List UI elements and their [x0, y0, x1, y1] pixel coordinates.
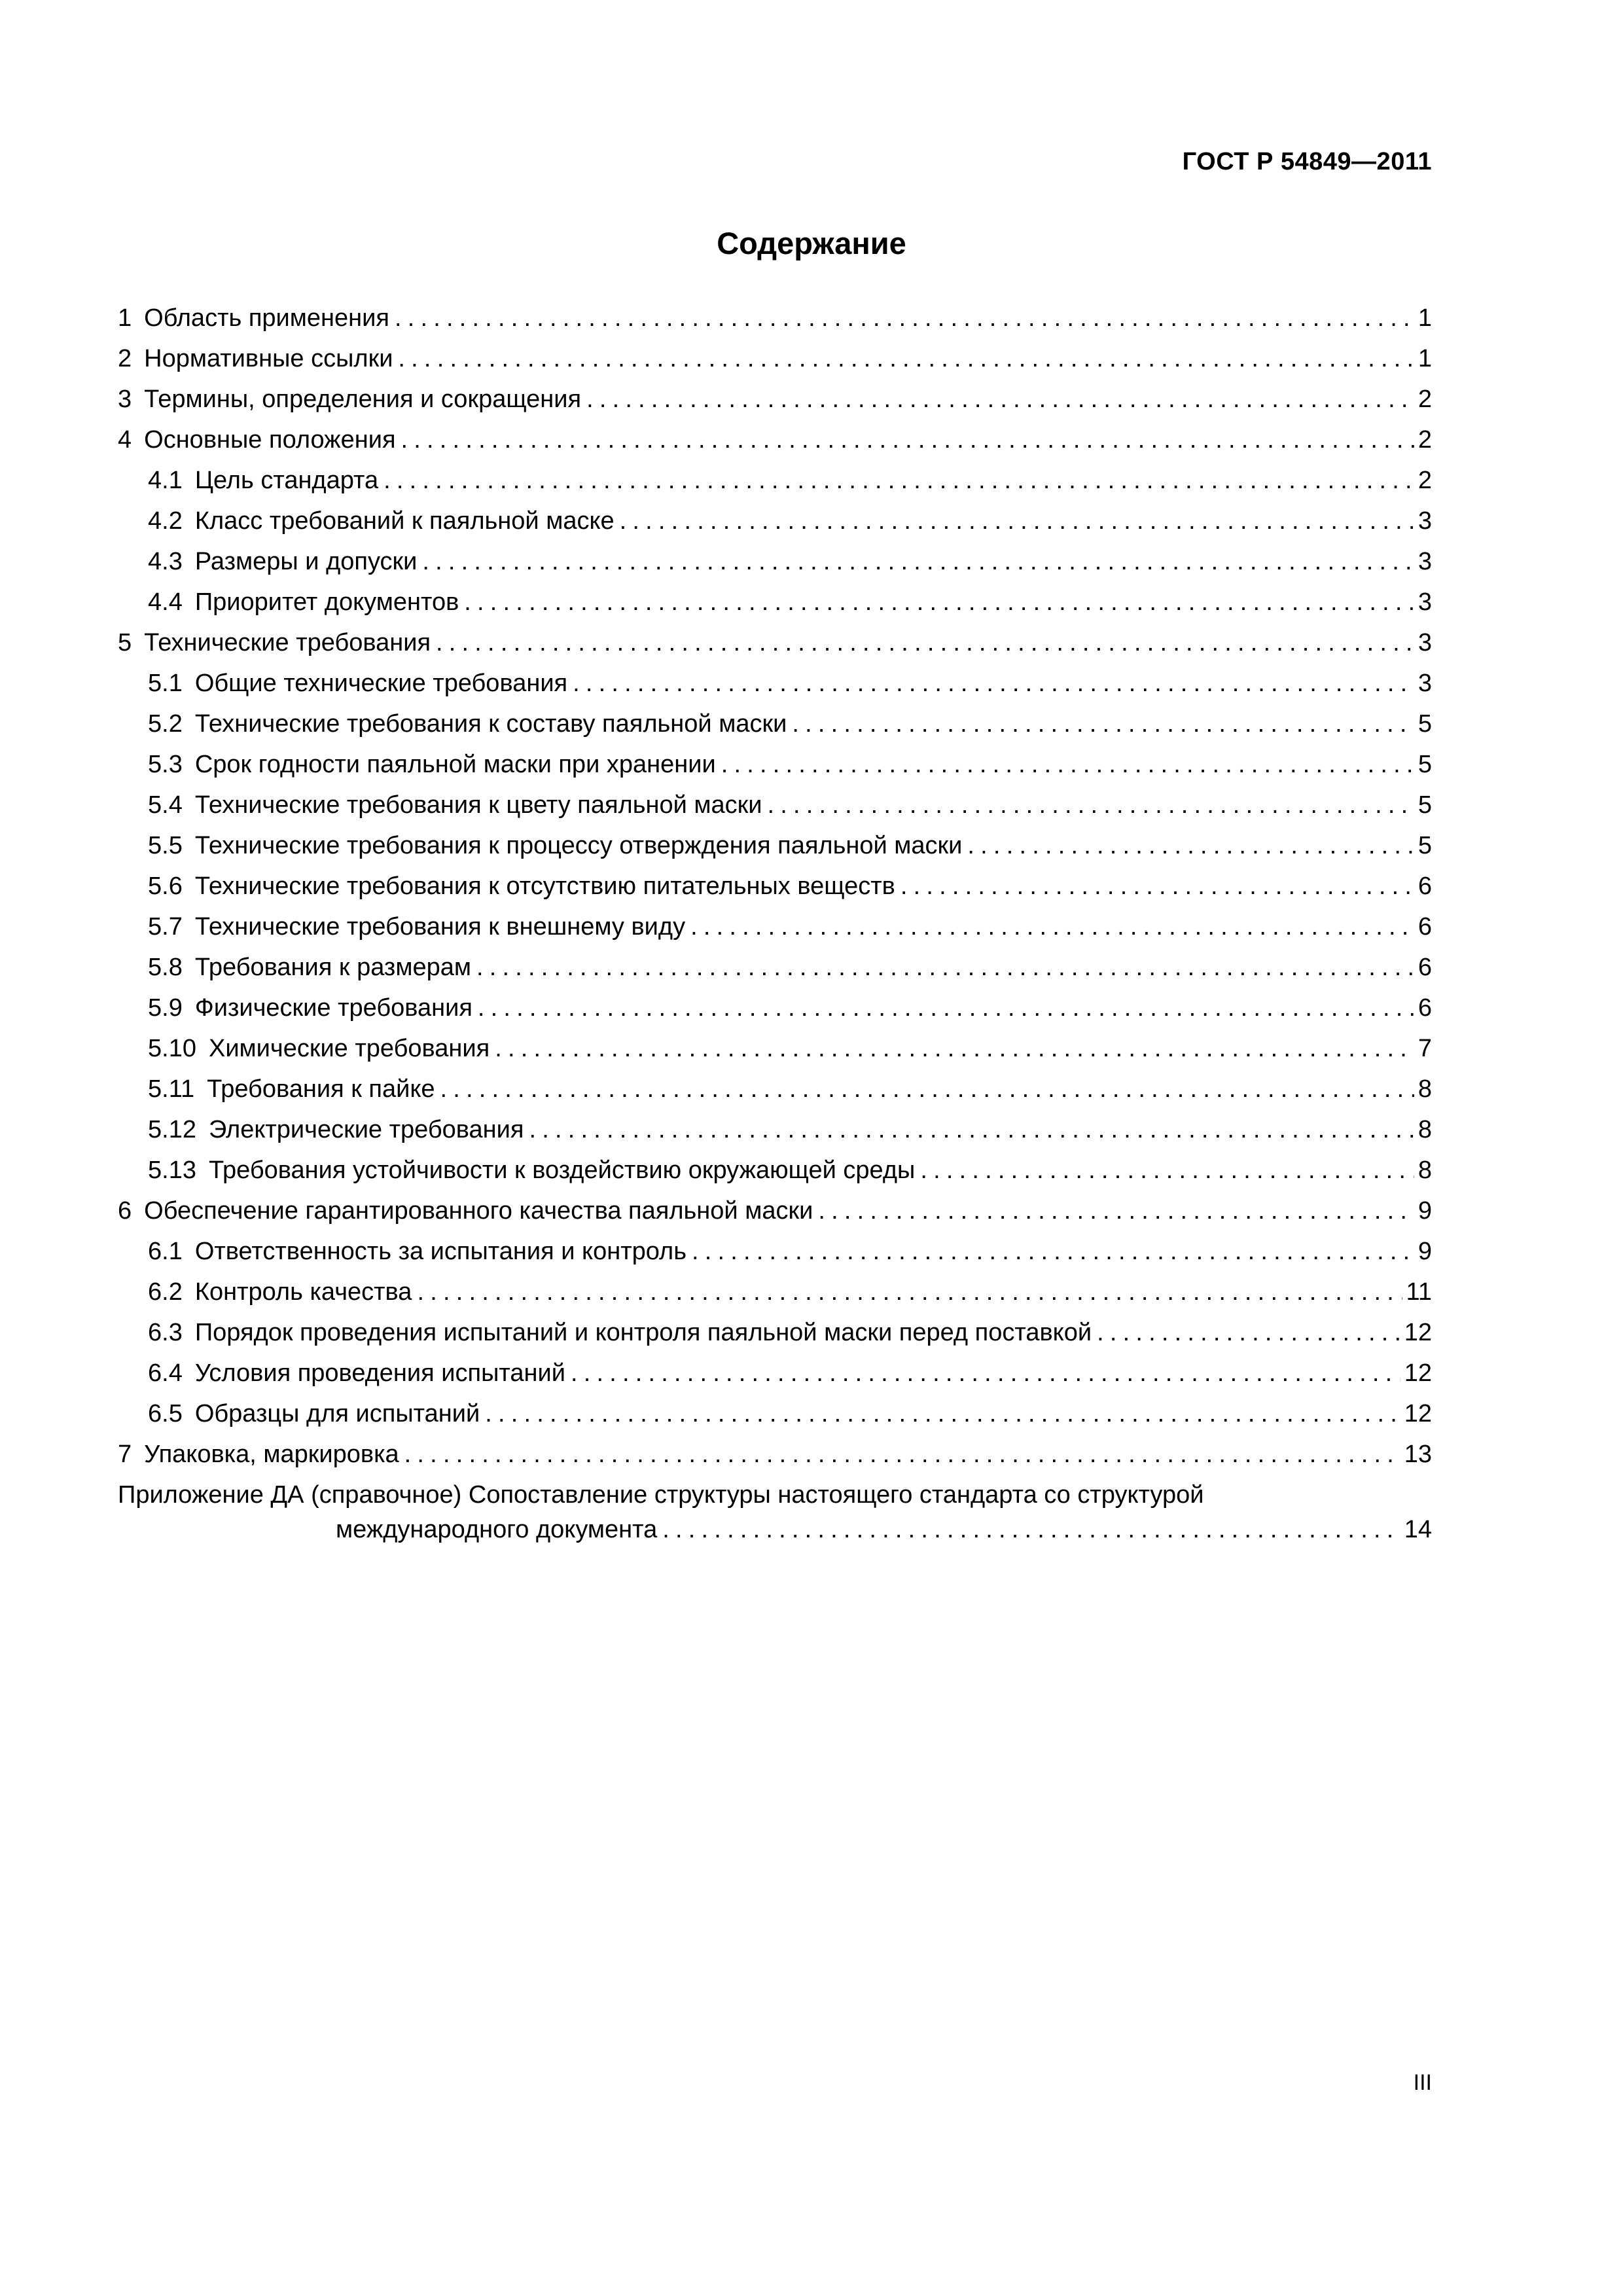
- toc-entry[interactable]: [118, 1069, 1432, 1109]
- toc-entry-page: 12: [1404, 1400, 1432, 1427]
- toc-entry-label: Технические требования к цвету паяльной маски: [194, 791, 762, 819]
- toc-entry-label: Технические требования к процессу отверждения паяльной маски: [194, 832, 963, 859]
- toc-entry[interactable]: [118, 582, 1432, 622]
- toc-entry-page: 9: [1418, 1238, 1432, 1265]
- toc-entry-number: 5.13: [148, 1157, 196, 1184]
- toc-entry-number: 7: [118, 1441, 132, 1468]
- toc-entry-number: 5.5: [148, 832, 183, 859]
- toc-entry-label: Технические требования к составу паяльной маски: [194, 710, 787, 738]
- toc-dot-leader: [422, 541, 1414, 582]
- toc-entry-page: 5: [1418, 710, 1432, 738]
- toc-entry[interactable]: [118, 420, 1432, 460]
- document-number: ГОСТ Р 54849—2011: [1182, 148, 1432, 175]
- toc-entry-page: 2: [1418, 467, 1432, 494]
- toc-entry[interactable]: [118, 1109, 1432, 1150]
- toc-entry-label: Цель стандарта: [194, 467, 379, 494]
- toc-dot-leader: [529, 1109, 1414, 1150]
- toc-dot-leader: [395, 298, 1414, 338]
- toc-entries: [118, 298, 1432, 1475]
- toc-entry-page: 3: [1418, 588, 1432, 616]
- toc-entry[interactable]: [118, 1272, 1432, 1312]
- toc-entry[interactable]: [118, 906, 1432, 947]
- toc-entry[interactable]: [118, 1191, 1432, 1231]
- toc-entry-number: 5.9: [148, 994, 183, 1022]
- toc-entry-page: 5: [1418, 751, 1432, 778]
- toc-dot-leader: [818, 1191, 1414, 1231]
- toc-entry[interactable]: [118, 785, 1432, 825]
- toc-entry-label: Область применения: [144, 304, 389, 332]
- toc-dot-leader: [464, 582, 1414, 622]
- toc-entry[interactable]: [118, 298, 1432, 338]
- toc-entry[interactable]: [118, 988, 1432, 1028]
- toc-appendix-label-line1: Приложение ДА (справочное) Сопоставление структуры настоящего стандарта со структурой: [118, 1481, 1204, 1509]
- toc-entry-label: Упаковка, маркировка: [144, 1441, 399, 1468]
- toc-entry-number: 5.6: [148, 872, 183, 900]
- toc-entry-number: 6.5: [148, 1400, 183, 1427]
- toc-entry-number: 6.2: [148, 1278, 183, 1306]
- toc-entry-page: 1: [1418, 304, 1432, 332]
- toc-entry-label: Физические требования: [194, 994, 473, 1022]
- toc-entry-number: 3: [118, 386, 132, 413]
- toc-entry-number: 4.1: [148, 467, 183, 494]
- toc-entry-page: 5: [1418, 791, 1432, 819]
- toc-entry-label: Условия проведения испытаний: [194, 1359, 565, 1387]
- toc-entry-label: Требования к пайке: [207, 1075, 435, 1103]
- toc-entry-number: 5.12: [148, 1116, 196, 1143]
- toc-entry-page: 3: [1418, 507, 1432, 535]
- toc-entry-number: 4.4: [148, 588, 183, 616]
- toc-entry-number: 5.3: [148, 751, 183, 778]
- toc-entry-number: 5.11: [148, 1075, 195, 1103]
- toc-dot-leader: [404, 1434, 1400, 1475]
- toc-entry[interactable]: [118, 1150, 1432, 1191]
- toc-entry-page: 9: [1418, 1197, 1432, 1225]
- toc-entry-number: 6.1: [148, 1238, 183, 1265]
- toc-entry-number: 2: [118, 345, 132, 372]
- toc-entry-page: 5: [1418, 832, 1432, 859]
- toc-entry-page: 12: [1404, 1359, 1432, 1387]
- toc-entry[interactable]: [118, 744, 1432, 785]
- toc-entry-label: Нормативные ссылки: [144, 345, 393, 372]
- toc-dot-leader: [417, 1272, 1402, 1312]
- toc-entry-label: Образцы для испытаний: [194, 1400, 480, 1427]
- toc-entry-number: 5.8: [148, 954, 183, 981]
- toc-dot-leader: [1097, 1312, 1400, 1353]
- toc-entry[interactable]: [118, 1393, 1432, 1434]
- page-title: Содержание: [717, 226, 906, 260]
- toc-entry-number: 6: [118, 1197, 132, 1225]
- toc-entry[interactable]: [118, 338, 1432, 379]
- toc-dot-leader: [792, 704, 1414, 744]
- toc-entry-number: 5.10: [148, 1035, 196, 1062]
- toc-entry-label: Требования устойчивости к воздействию окружающей среды: [208, 1157, 916, 1184]
- toc-entry-number: 4: [118, 426, 132, 454]
- toc-dot-leader: [573, 663, 1414, 704]
- toc-dot-leader: [721, 744, 1414, 785]
- toc-entry-label: Электрические требования: [208, 1116, 524, 1143]
- toc-entry[interactable]: [118, 1028, 1432, 1069]
- toc-dot-leader: [768, 785, 1414, 825]
- toc-entry-number: 4.3: [148, 548, 183, 575]
- toc-entry[interactable]: [118, 866, 1432, 906]
- toc-entry-page: 7: [1418, 1035, 1432, 1062]
- toc-dot-leader: [690, 906, 1414, 947]
- toc-entry[interactable]: [118, 1434, 1432, 1475]
- toc-entry-page: 2: [1418, 426, 1432, 454]
- toc-entry[interactable]: [118, 501, 1432, 541]
- toc-dot-leader: [967, 825, 1414, 866]
- toc-dot-leader: [383, 460, 1414, 501]
- toc-entry-number: 5.2: [148, 710, 183, 738]
- toc-entry-number: 5.7: [148, 913, 183, 941]
- toc-entry-number: 5.1: [148, 670, 183, 697]
- toc-entry-label: Обеспечение гарантированного качества паяльной маски: [144, 1197, 813, 1225]
- toc-entry[interactable]: [118, 1312, 1432, 1353]
- toc-entry-label: Требования к размерам: [194, 954, 471, 981]
- toc-entry-page: 1: [1418, 345, 1432, 372]
- toc-entry-page: 13: [1404, 1441, 1432, 1468]
- toc-appendix-label-line2: международного документа: [336, 1516, 658, 1543]
- toc-entry-label: Химические требования: [208, 1035, 490, 1062]
- toc-entry-label: Технические требования к отсутствию питательных веществ: [194, 872, 895, 900]
- toc-entry[interactable]: [118, 704, 1432, 744]
- toc-dot-leader: [476, 947, 1414, 988]
- toc-entry[interactable]: [118, 541, 1432, 582]
- toc-entry-label: Основные положения: [144, 426, 396, 454]
- toc-entry-number: 6.4: [148, 1359, 183, 1387]
- toc-entry-page: 3: [1418, 670, 1432, 697]
- toc-entry-label: Технические требования: [144, 629, 431, 656]
- toc-entry-page: 3: [1418, 548, 1432, 575]
- toc-dot-leader: [620, 501, 1414, 541]
- toc-entry-page: 8: [1418, 1157, 1432, 1184]
- toc-entry-label: Приоритет документов: [194, 588, 459, 616]
- toc-entry-label: Контроль качества: [194, 1278, 412, 1306]
- toc-appendix-page: 14: [1404, 1516, 1432, 1543]
- toc-entry[interactable]: [118, 622, 1432, 663]
- toc-entry-page: 11: [1406, 1278, 1432, 1306]
- toc-entry-page: 12: [1404, 1319, 1432, 1346]
- toc-entry[interactable]: [118, 947, 1432, 988]
- toc-dot-leader: [440, 1069, 1414, 1109]
- toc-dot-leader: [436, 622, 1414, 663]
- toc-entry-number: 4.2: [148, 507, 183, 535]
- toc-entry-label: Термины, определения и сокращения: [144, 386, 582, 413]
- toc-entry-number: 5.4: [148, 791, 183, 819]
- toc-entry[interactable]: [118, 825, 1432, 866]
- toc-dot-leader: [692, 1231, 1414, 1272]
- toc-entry-label: Порядок проведения испытаний и контроля паяльной маски перед поставкой: [194, 1319, 1092, 1346]
- toc-appendix-entry[interactable]: [118, 1475, 1432, 1548]
- toc-entry-label: Класс требований к паяльной маске: [194, 507, 615, 535]
- toc-entry-page: 8: [1418, 1116, 1432, 1143]
- toc-entry-label: Срок годности паяльной маски при хранении: [194, 751, 716, 778]
- toc-dot-leader: [586, 379, 1414, 420]
- toc-entry-label: Ответственность за испытания и контроль: [194, 1238, 687, 1265]
- toc-entry-page: 6: [1418, 954, 1432, 981]
- toc-dot-leader: [662, 1511, 1400, 1548]
- toc-entry-number: 5: [118, 629, 132, 656]
- toc-dot-leader: [398, 338, 1414, 379]
- toc-entry-page: 2: [1418, 386, 1432, 413]
- toc-entry[interactable]: [118, 1353, 1432, 1393]
- toc-entry-page: 8: [1418, 1075, 1432, 1103]
- table-of-contents: [118, 298, 1432, 1548]
- toc-entry[interactable]: [118, 460, 1432, 501]
- toc-dot-leader: [571, 1353, 1400, 1393]
- toc-dot-leader: [401, 420, 1414, 460]
- page-number: III: [1413, 2070, 1432, 2095]
- toc-dot-leader: [495, 1028, 1414, 1069]
- toc-entry-label: Технические требования к внешнему виду: [194, 913, 686, 941]
- toc-entry-label: Общие технические требования: [194, 670, 568, 697]
- toc-entry-number: 6.3: [148, 1319, 183, 1346]
- toc-dot-leader: [920, 1150, 1414, 1191]
- toc-entry-page: 6: [1418, 872, 1432, 900]
- toc-entry-label: Размеры и допуски: [194, 548, 418, 575]
- toc-entry-page: 6: [1418, 994, 1432, 1022]
- toc-entry-page: 3: [1418, 629, 1432, 656]
- toc-dot-leader: [485, 1393, 1400, 1434]
- toc-entry[interactable]: [118, 663, 1432, 704]
- toc-entry[interactable]: [118, 379, 1432, 420]
- toc-entry[interactable]: [118, 1231, 1432, 1272]
- toc-dot-leader: [478, 988, 1414, 1028]
- toc-entry-page: 6: [1418, 913, 1432, 941]
- toc-dot-leader: [901, 866, 1414, 906]
- toc-entry-number: 1: [118, 304, 132, 332]
